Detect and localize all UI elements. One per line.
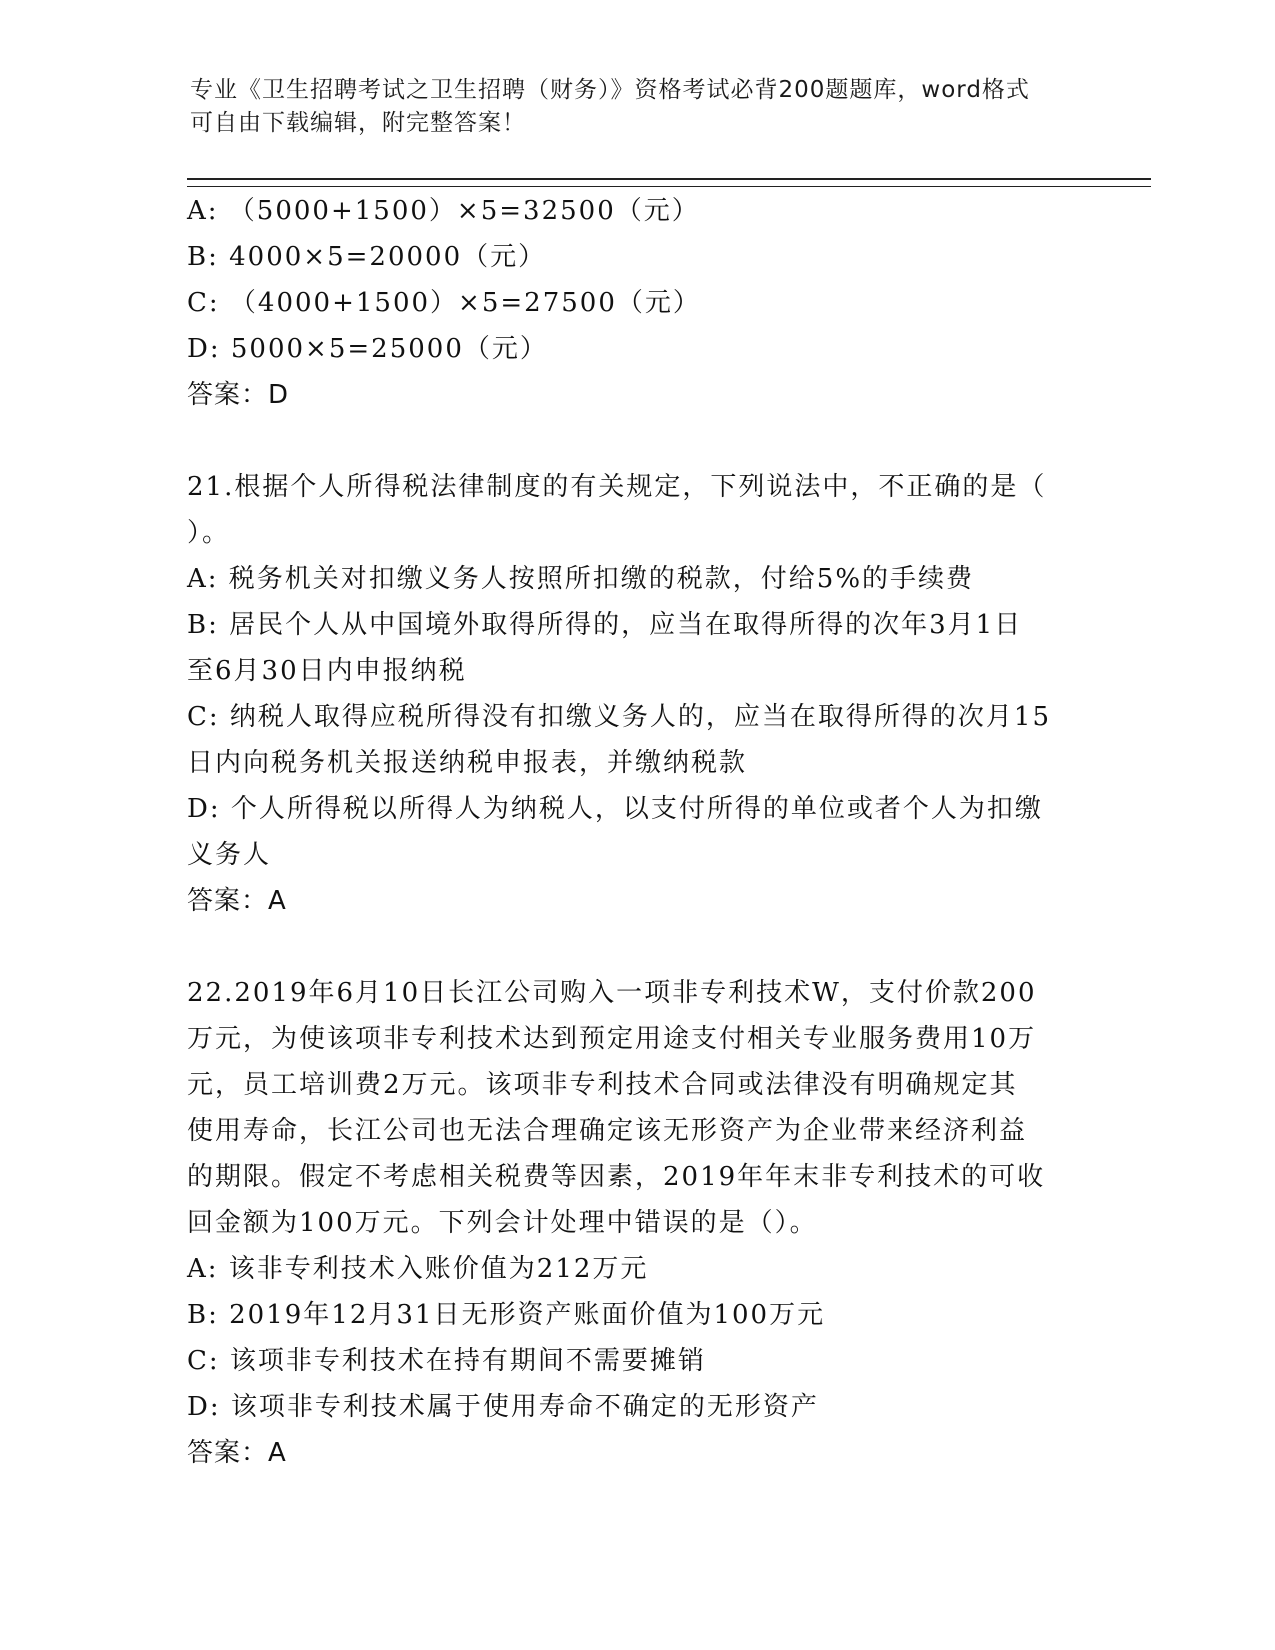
question-21-answer: 答案：A [187,886,287,916]
question-21-option-b: B: 居民个人从中国境外取得所得的，应当在取得所得的次年3月1日 [187,610,1023,640]
document-body [187,188,1087,1476]
question-22-stem-line-2: 万元，为使该项非专利技术达到预定用途支付相关专业服务费用10万 [187,1024,1037,1054]
question-22-answer: 答案：A [187,1438,287,1468]
question-22-stem-line-5: 的期限。假定不考虑相关税费等因素，2019年年末非专利技术的可收 [187,1162,1046,1192]
header-title-line-1: 专业《卫生招聘考试之卫生招聘（财务）》资格考试必背200题题库，word格式 [190,77,1030,103]
answer-line: 答案：D [187,380,290,410]
spacer [187,924,1087,970]
header-divider [187,178,1151,187]
question-22-option-b: B: 2019年12月31日无形资产账面价值为100万元 [187,1300,826,1330]
question-22-stem-line-6: 回金额为100万元。下列会计处理中错误的是（）。 [187,1208,818,1238]
question-21-option-d-cont: 义务人 [187,840,272,870]
previous-question-block [187,188,1087,418]
question-22-stem-line-1: 22.2019年6月10日长江公司购入一项非专利技术W，支付价款200 [187,978,1037,1008]
question-21-block [187,464,1087,924]
question-21-option-c: C: 纳税人取得应税所得没有扣缴义务人的，应当在取得所得的次月15 [187,702,1052,732]
option-d: D: 5000×5=25000（元） [187,334,548,364]
question-21-option-c-cont: 日内向税务机关报送纳税申报表，并缴纳税款 [187,748,748,778]
option-c: C: （4000+1500）×5=27500（元） [187,288,701,318]
question-22-stem-line-4: 使用寿命，长江公司也无法合理确定该无形资产为企业带来经济利益 [187,1116,1028,1146]
option-a: A: （5000+1500）×5=32500（元） [187,196,700,226]
header-title-line-2: 可自由下载编辑，附完整答案！ [190,110,526,136]
question-21-stem-line-1: 21.根据个人所得税法律制度的有关规定，下列说法中，不正确的是（ [187,472,1047,502]
question-21-option-d: D: 个人所得税以所得人为纳税人，以支付所得的单位或者个人为扣缴 [187,794,1043,824]
question-21-option-a: A: 税务机关对扣缴义务人按照所扣缴的税款，付给5%的手续费 [187,564,975,594]
option-b: B: 4000×5=20000（元） [187,242,547,272]
question-21-stem-line-2: ）。 [187,518,231,548]
question-21-option-b-cont: 至6月30日内申报纳税 [187,656,467,686]
question-22-stem-line-3: 元，员工培训费2万元。该项非专利技术合同或法律没有明确规定其 [187,1070,1018,1100]
question-22-option-c: C: 该项非专利技术在持有期间不需要摊销 [187,1346,706,1376]
question-22-option-d: D: 该项非专利技术属于使用寿命不确定的无形资产 [187,1392,819,1422]
document-header [190,74,1090,140]
question-22-option-a: A: 该非专利技术入账价值为212万元 [187,1254,649,1284]
question-22-block [187,970,1087,1476]
spacer [187,418,1087,464]
